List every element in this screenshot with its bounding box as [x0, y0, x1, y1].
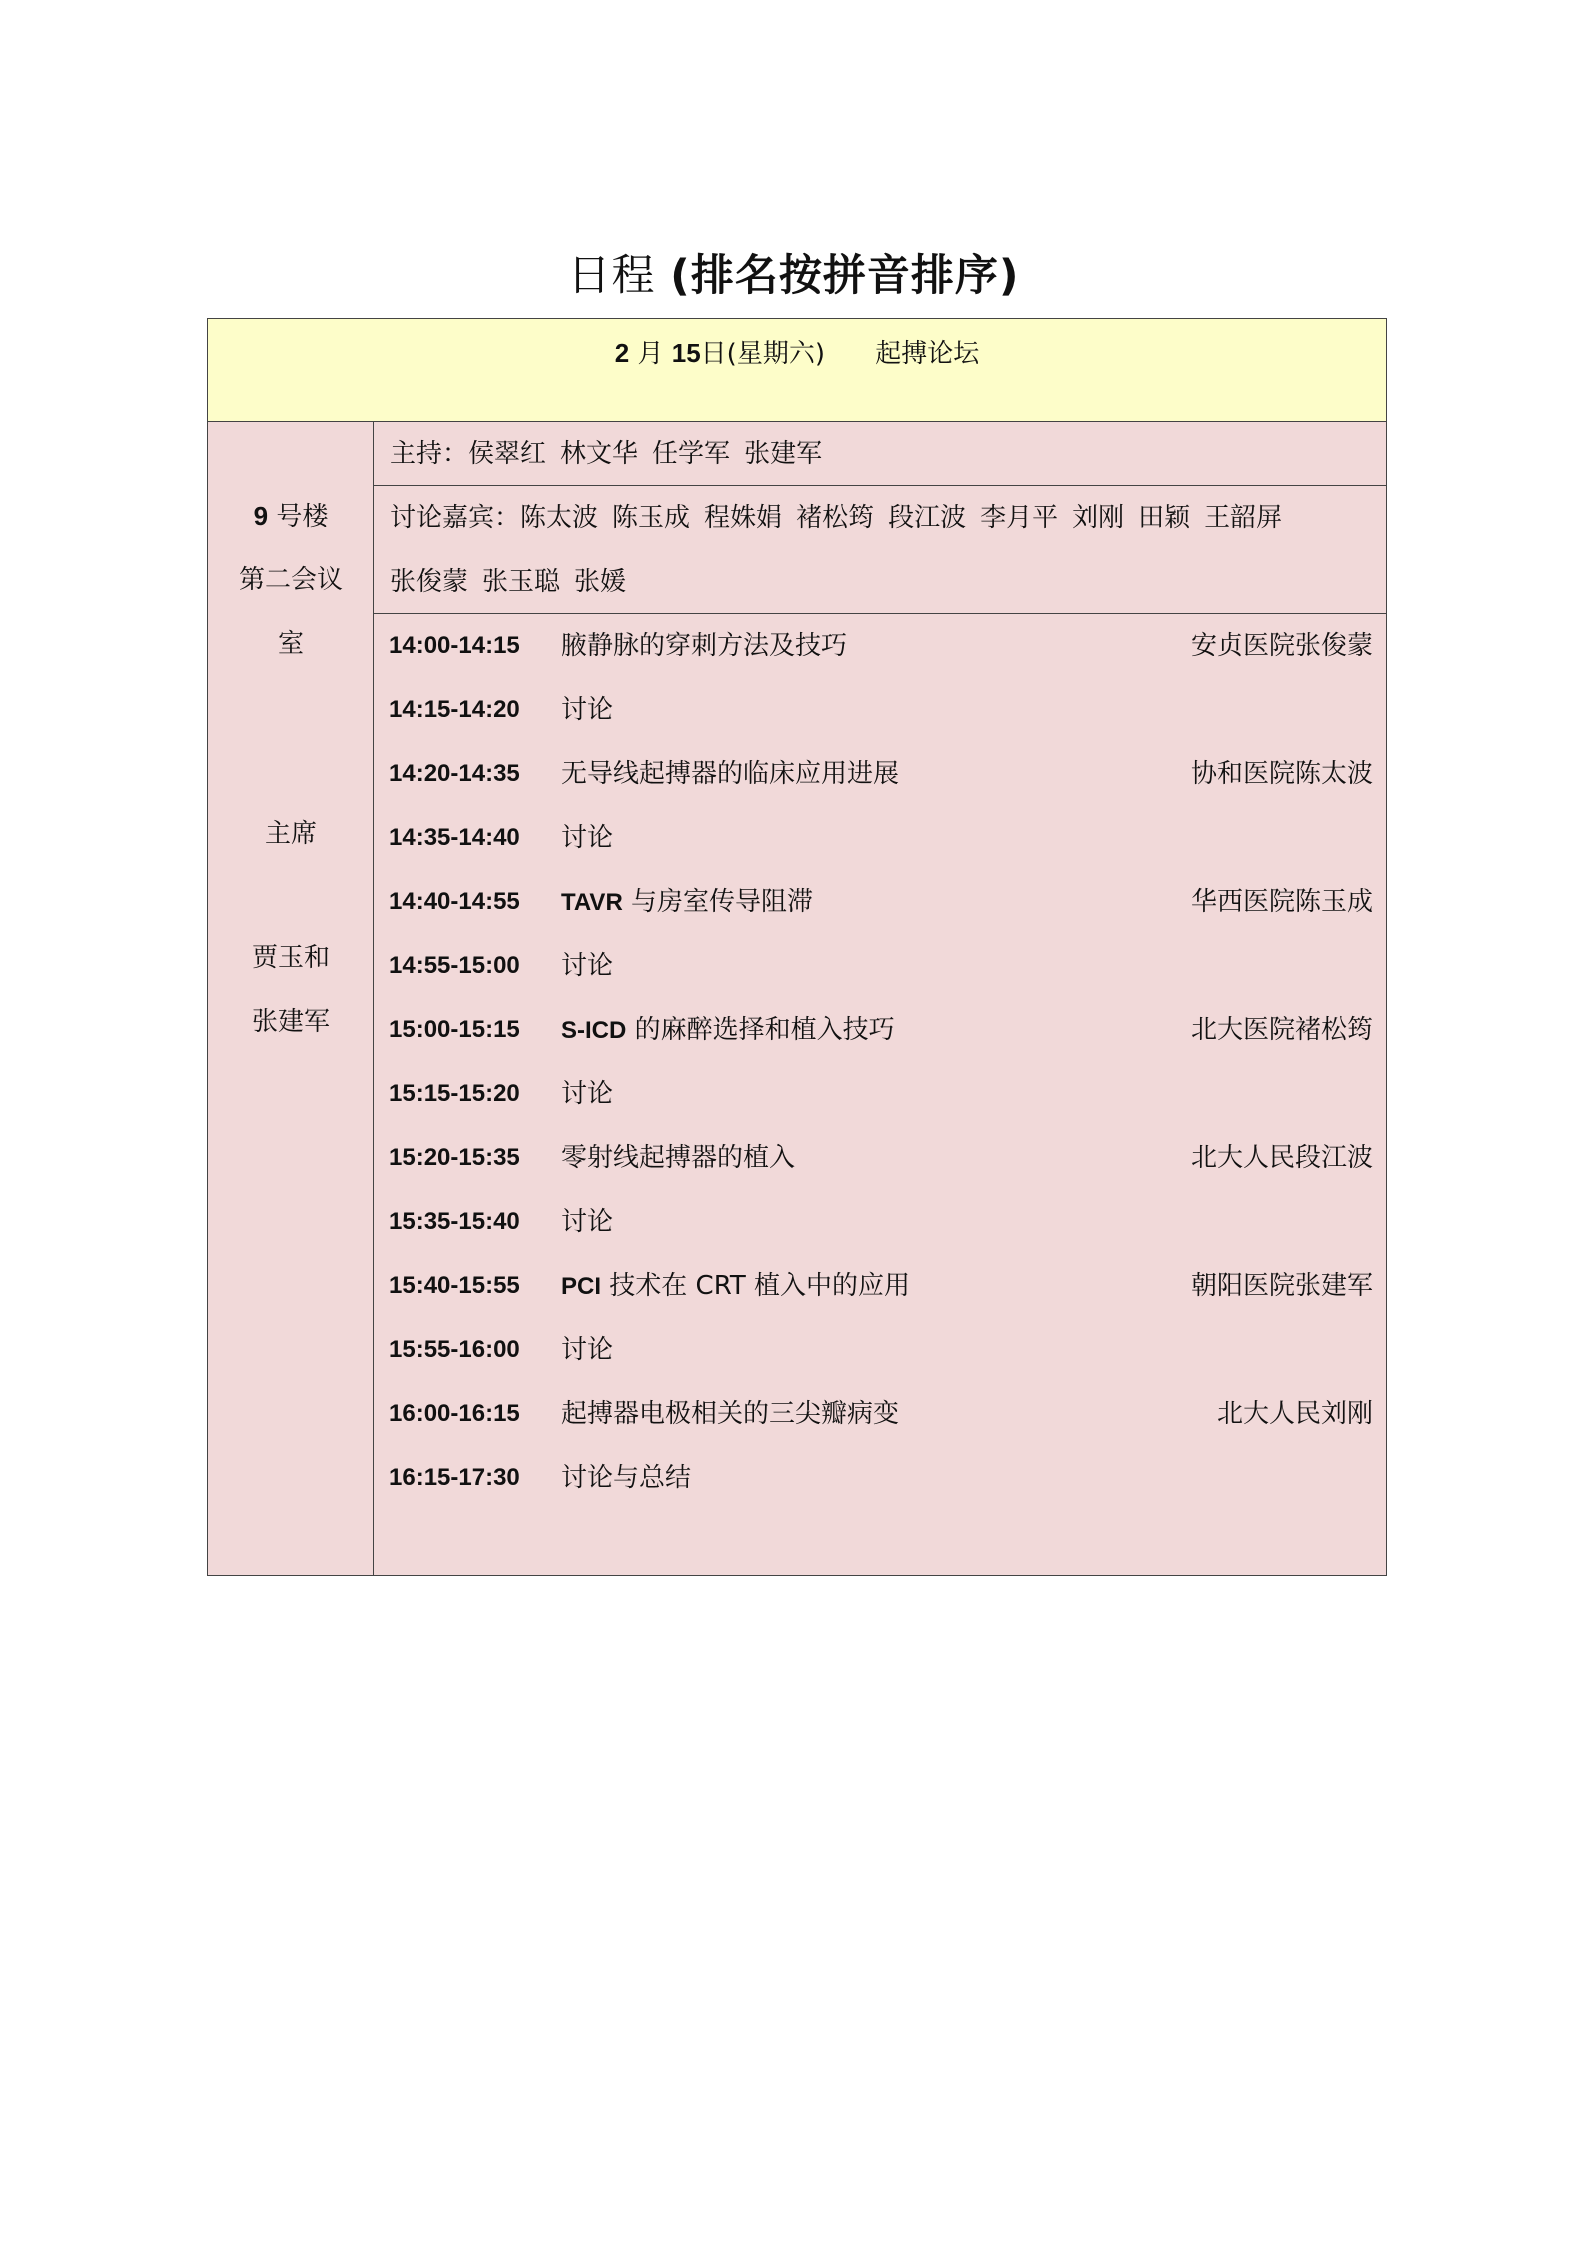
- schedule-topic: [561, 1458, 691, 1498]
- session-body: [207, 421, 1387, 1576]
- guest-name: 田颖: [1138, 503, 1191, 533]
- schedule-speaker: 北大医院褚松筠: [1190, 1015, 1373, 1045]
- schedule-topic: [561, 882, 813, 923]
- host-name: 张建军: [744, 439, 823, 469]
- host-name: 任学军: [652, 439, 731, 469]
- schedule-row: [374, 946, 1386, 986]
- schedule-row: [374, 882, 1386, 922]
- schedule-row: [374, 690, 1386, 730]
- schedule-row: [374, 1138, 1386, 1178]
- topic-text: 讨论: [561, 1207, 614, 1237]
- schedule-topic: [561, 1010, 895, 1051]
- schedule-row: [374, 1266, 1386, 1306]
- topic-text: 无导线起搏器的临床应用进展: [561, 759, 900, 789]
- schedule-time: 14:00-14:15: [389, 632, 520, 659]
- topic-text: 的麻醉选择和植入技巧: [626, 1015, 895, 1045]
- date-month-label: 月: [637, 339, 664, 369]
- topic-prefix: TAVR: [561, 889, 623, 916]
- venue-column: [208, 422, 374, 1575]
- date-day-number: 15: [671, 338, 701, 368]
- host-name: 侯翠红: [468, 439, 547, 469]
- schedule-topic: [561, 1266, 910, 1307]
- venue-room-line1: 第二会议: [238, 565, 343, 595]
- guest-name: 段江波: [888, 503, 967, 533]
- forum-name: 起搏论坛: [875, 339, 980, 369]
- schedule-speaker: 北大人民段江波: [1190, 1143, 1373, 1173]
- schedule-time: 14:40-14:55: [389, 888, 520, 915]
- venue-room-line2: 室: [277, 629, 304, 659]
- schedule-time: 15:35-15:40: [389, 1208, 520, 1235]
- building-number: 9: [253, 501, 269, 531]
- topic-text: 讨论: [561, 951, 614, 981]
- topic-text: 零射线起搏器的植入: [561, 1143, 796, 1173]
- schedule-time: 14:55-15:00: [389, 952, 520, 979]
- schedule-topic: [561, 1394, 899, 1434]
- guest-name: 陈太波: [520, 503, 599, 533]
- topic-text: 讨论: [561, 1079, 614, 1109]
- session-date: [615, 339, 834, 369]
- date-day-label: 日(星期六): [700, 339, 825, 369]
- title-sub: (排名按拼音排序): [670, 251, 1020, 301]
- guest-name: 张媛: [574, 567, 627, 597]
- page-title: [0, 244, 1587, 308]
- schedule-topic: [561, 690, 613, 730]
- guests-line-2: [390, 562, 1376, 626]
- schedule-row: [374, 1202, 1386, 1242]
- schedule-row: [374, 1330, 1386, 1370]
- schedule-topic: [561, 818, 613, 858]
- session-header: [207, 318, 1387, 421]
- guest-name: 陈玉成: [612, 503, 691, 533]
- topic-text: 技术在 CRT 植入中的应用: [601, 1271, 911, 1301]
- chair-label: 主席: [264, 819, 317, 849]
- schedule-topic: [561, 1138, 795, 1178]
- schedule-row: [374, 1074, 1386, 1114]
- schedule-topic: [561, 946, 613, 986]
- guests-row: [374, 486, 1386, 614]
- schedule-speaker: 朝阳医院张建军: [1190, 1271, 1373, 1301]
- program-column: [374, 422, 1386, 1575]
- topic-prefix: S-ICD: [561, 1017, 627, 1044]
- schedule-speaker: 北大人民刘刚: [1216, 1399, 1373, 1429]
- guest-name: 张玉聪: [482, 567, 561, 597]
- schedule-time: 15:20-15:35: [389, 1144, 520, 1171]
- guest-name: 刘刚: [1072, 503, 1125, 533]
- schedule-time: 15:00-15:15: [389, 1016, 520, 1043]
- schedule-topic: [561, 1330, 613, 1370]
- schedule-topic: [561, 626, 847, 666]
- schedule-row: [374, 1394, 1386, 1434]
- chair-name: 张建军: [251, 1007, 330, 1037]
- guests-label: 讨论嘉宾：: [390, 503, 521, 533]
- venue-building: [208, 496, 374, 537]
- guest-name: 张俊蒙: [390, 567, 469, 597]
- schedule-row: [374, 818, 1386, 858]
- schedule-time: 15:15-15:20: [389, 1080, 520, 1107]
- topic-text: 腋静脉的穿刺方法及技巧: [561, 631, 848, 661]
- guest-name: 李月平: [980, 503, 1059, 533]
- schedule-topic: [561, 754, 899, 794]
- hosts-label: 主持：: [390, 439, 469, 469]
- schedule-topic: [561, 1074, 613, 1114]
- title-main: 日程: [567, 251, 656, 301]
- topic-text: 讨论与总结: [561, 1463, 692, 1493]
- topic-text: 起搏器电极相关的三尖瓣病变: [561, 1399, 900, 1429]
- guest-name: 程姝娟: [704, 503, 783, 533]
- schedule-speaker: 安贞医院张俊蒙: [1190, 631, 1373, 661]
- topic-prefix: PCI: [561, 1273, 602, 1300]
- hosts-row: [374, 422, 1386, 486]
- schedule-time: 16:00-16:15: [389, 1400, 520, 1427]
- schedule-time: 14:35-14:40: [389, 824, 520, 851]
- topic-text: 讨论: [561, 695, 614, 725]
- schedule-speaker: 协和医院陈太波: [1190, 759, 1373, 789]
- topic-text: 讨论: [561, 823, 614, 853]
- building-label: 号楼: [276, 502, 329, 532]
- host-name: 林文华: [560, 439, 639, 469]
- guests-line-1: [390, 498, 1376, 562]
- guest-name: 褚松筠: [796, 503, 875, 533]
- topic-text: 讨论: [561, 1335, 614, 1365]
- schedule-time: 16:15-17:30: [389, 1464, 520, 1491]
- schedule-time: 15:40-15:55: [389, 1272, 520, 1299]
- schedule-time: 15:55-16:00: [389, 1336, 520, 1363]
- schedule-row: [374, 626, 1386, 666]
- schedule-topic: [561, 1202, 613, 1242]
- chair-name: 贾玉和: [251, 943, 330, 973]
- date-month-number: 2: [614, 338, 630, 368]
- schedule-row: [374, 754, 1386, 794]
- schedule-time: 14:15-14:20: [389, 696, 520, 723]
- guest-name: 王韶屏: [1204, 503, 1283, 533]
- schedule-time: 14:20-14:35: [389, 760, 520, 787]
- schedule-row: [374, 1010, 1386, 1050]
- schedule-row: [374, 1458, 1386, 1498]
- topic-text: 与房室传导阻滞: [622, 887, 814, 917]
- schedule-speaker: 华西医院陈玉成: [1190, 887, 1373, 917]
